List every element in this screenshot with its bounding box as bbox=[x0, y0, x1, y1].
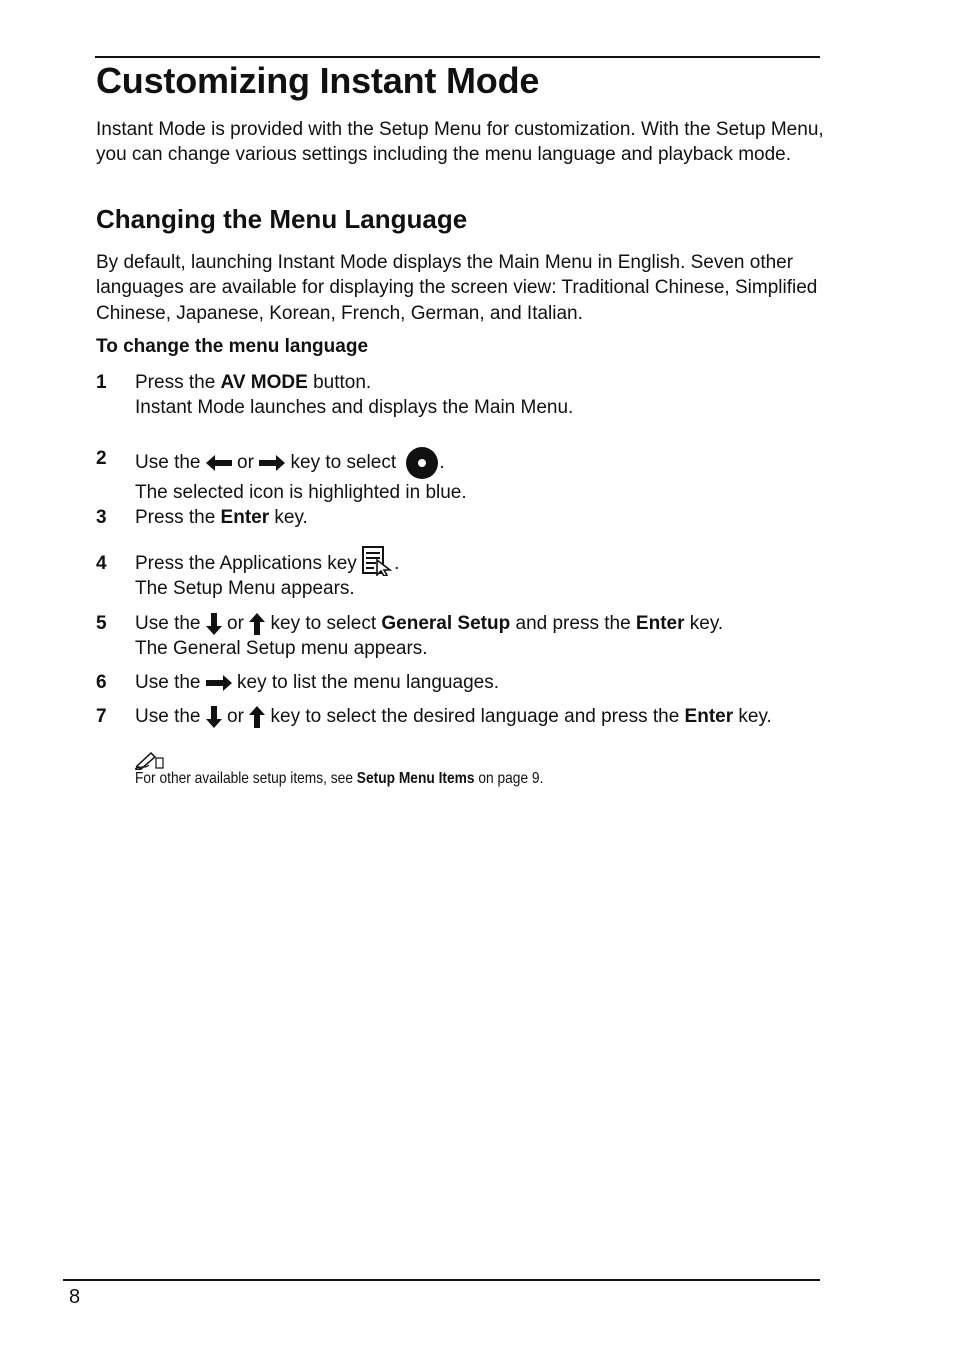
page-number: 8 bbox=[69, 1286, 81, 1308]
step-result: The General Setup menu appears. bbox=[135, 638, 428, 659]
procedure-title: To change the menu language bbox=[96, 336, 369, 357]
step-number: 1 bbox=[96, 372, 107, 393]
note-text bbox=[135, 770, 543, 788]
step-text: or bbox=[221, 706, 250, 727]
step-number: 7 bbox=[96, 706, 107, 727]
step-text: Use the bbox=[135, 672, 206, 693]
step-text: Press the bbox=[135, 507, 221, 528]
step-number: 4 bbox=[96, 553, 107, 574]
step-result: The Setup Menu appears. bbox=[135, 578, 355, 599]
step-text: or bbox=[221, 613, 250, 634]
step-text: Use the bbox=[135, 452, 206, 474]
arrow-up-icon bbox=[249, 613, 265, 635]
step-text: button. bbox=[307, 372, 372, 393]
step-text: . bbox=[439, 452, 445, 474]
arrow-down-icon bbox=[206, 613, 222, 635]
step-text: Use the bbox=[135, 613, 206, 634]
page-title: Customizing Instant Mode bbox=[96, 60, 540, 101]
section-paragraph: By default, launching Instant Mode displays the Main Menu in English. Seven other languages are available for displaying the screen view: Traditional Chinese, Simplified Chinese, Japanese, Korean, French, German, and Italian. bbox=[96, 252, 818, 324]
step-text: key to select bbox=[265, 613, 382, 634]
section-title: Changing the Menu Language bbox=[96, 204, 468, 234]
arrow-up-icon bbox=[249, 706, 265, 728]
enter-key-label: Enter bbox=[684, 706, 734, 727]
step-text: key to select bbox=[285, 452, 402, 474]
step-text: or bbox=[231, 452, 260, 474]
setup-menu-items-link: Setup Menu Items bbox=[356, 770, 475, 787]
general-setup-label: General Setup bbox=[381, 613, 511, 634]
av-mode-label: AV MODE bbox=[220, 372, 308, 393]
step-text: Use the bbox=[135, 706, 206, 727]
step-text: key. bbox=[269, 507, 308, 528]
arrow-right-icon bbox=[259, 455, 285, 471]
intro-paragraph: Instant Mode is provided with the Setup Menu for customization. With the Setup Menu, you can change various settings including the menu language and playback mode. bbox=[96, 119, 824, 166]
enter-key-label: Enter bbox=[635, 613, 685, 634]
bottom-rule bbox=[63, 1279, 820, 1281]
step-result: Instant Mode launches and displays the Main Menu. bbox=[135, 397, 574, 418]
step-number: 6 bbox=[96, 672, 107, 693]
applications-key-icon bbox=[362, 546, 394, 576]
arrow-down-icon bbox=[206, 706, 222, 728]
step-text: and press the bbox=[510, 613, 636, 634]
step-text: key. bbox=[733, 706, 772, 727]
step-text: Press the Applications key bbox=[135, 553, 363, 574]
step-text: key to select the desired language and press the bbox=[265, 706, 685, 727]
disc-icon bbox=[405, 446, 439, 480]
step-text: . bbox=[394, 553, 400, 574]
step-text: Press the bbox=[135, 372, 221, 393]
arrow-right-icon bbox=[206, 675, 232, 691]
step-number: 2 bbox=[96, 448, 107, 469]
step-text: key to list the menu languages. bbox=[231, 672, 499, 693]
step-number: 5 bbox=[96, 613, 107, 634]
arrow-left-icon bbox=[206, 455, 232, 471]
enter-key-label: Enter bbox=[220, 507, 270, 528]
step-text: key. bbox=[684, 613, 724, 634]
note-text-part: on page 9. bbox=[474, 770, 544, 787]
top-rule bbox=[95, 56, 820, 58]
note-pencil-icon bbox=[135, 750, 165, 770]
step-result: The selected icon is highlighted in blue. bbox=[135, 482, 467, 503]
note-text-part: For other available setup items, see bbox=[135, 770, 357, 787]
step-number: 3 bbox=[96, 507, 107, 528]
